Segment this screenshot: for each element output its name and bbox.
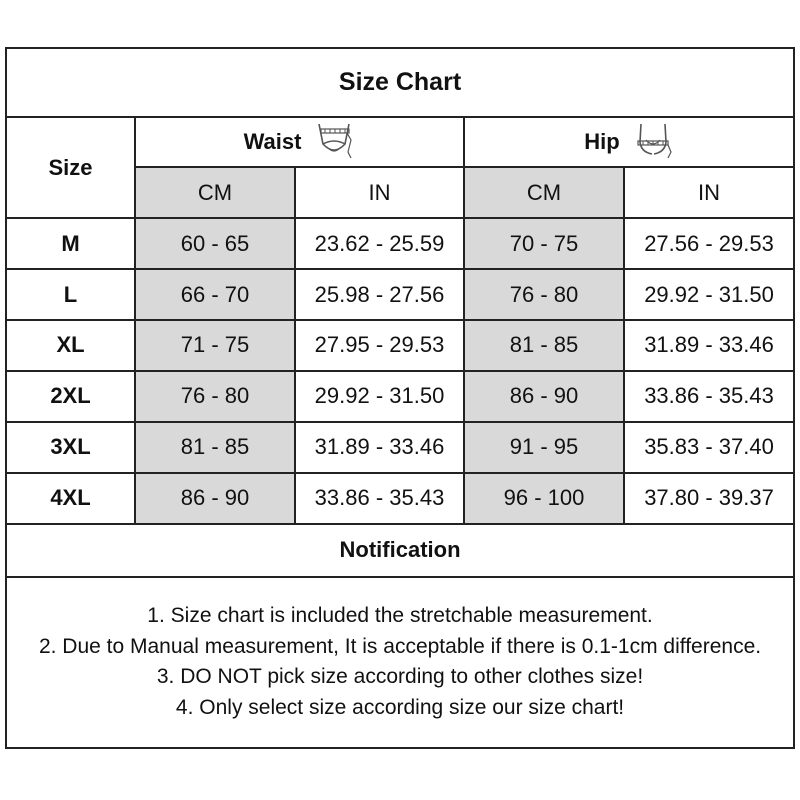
waist-cm-cell: 71 - 75 bbox=[135, 320, 295, 371]
waist-in-cell: 27.95 - 29.53 bbox=[295, 320, 464, 371]
hip-cm-cell: 96 - 100 bbox=[464, 473, 624, 524]
hip-cm-header: CM bbox=[464, 167, 624, 218]
waist-cm-cell: 60 - 65 bbox=[135, 218, 295, 269]
table-row bbox=[6, 422, 794, 473]
table-row bbox=[6, 218, 794, 269]
waist-in-cell: 29.92 - 31.50 bbox=[295, 371, 464, 422]
waist-cm-header: CM bbox=[135, 167, 295, 218]
size-cell: L bbox=[6, 269, 135, 320]
size-cell: 3XL bbox=[6, 422, 135, 473]
hip-cm-cell: 86 - 90 bbox=[464, 371, 624, 422]
notification-title: Notification bbox=[6, 524, 794, 577]
waist-cm-cell: 76 - 80 bbox=[135, 371, 295, 422]
size-cell: 4XL bbox=[6, 473, 135, 524]
hip-in-header: IN bbox=[624, 167, 794, 218]
size-chart-table bbox=[5, 47, 795, 749]
size-cell: 2XL bbox=[6, 371, 135, 422]
hip-measure-icon bbox=[632, 122, 674, 162]
waist-cm-cell: 86 - 90 bbox=[135, 473, 295, 524]
note-item: 3. DO NOT pick size according to other clothes size! bbox=[156, 665, 644, 689]
waist-in-cell: 33.86 - 35.43 bbox=[295, 473, 464, 524]
size-cell: M bbox=[6, 218, 135, 269]
waist-group-header bbox=[135, 117, 464, 167]
waist-in-cell: 25.98 - 27.56 bbox=[295, 269, 464, 320]
waist-cm-cell: 66 - 70 bbox=[135, 269, 295, 320]
table-row bbox=[6, 320, 794, 371]
note-item: 2. Due to Manual measurement, It is acceptable if there is 0.1-1cm difference. bbox=[38, 634, 762, 658]
waist-measure-icon bbox=[313, 122, 355, 162]
hip-group-header bbox=[464, 117, 794, 167]
waist-cm-cell: 81 - 85 bbox=[135, 422, 295, 473]
hip-in-cell: 37.80 - 39.37 bbox=[624, 473, 794, 524]
hip-in-cell: 33.86 - 35.43 bbox=[624, 371, 794, 422]
notification-notes bbox=[6, 577, 794, 748]
hip-in-cell: 29.92 - 31.50 bbox=[624, 269, 794, 320]
chart-title: Size Chart bbox=[6, 48, 794, 117]
hip-in-cell: 27.56 - 29.53 bbox=[624, 218, 794, 269]
note-item: 4. Only select size according size our size chart! bbox=[175, 695, 625, 719]
hip-cm-cell: 81 - 85 bbox=[464, 320, 624, 371]
table-row bbox=[6, 473, 794, 524]
waist-in-cell: 23.62 - 25.59 bbox=[295, 218, 464, 269]
size-cell: XL bbox=[6, 320, 135, 371]
hip-label: Hip bbox=[584, 129, 620, 155]
hip-cm-cell: 91 - 95 bbox=[464, 422, 624, 473]
waist-in-cell: 31.89 - 33.46 bbox=[295, 422, 464, 473]
waist-in-header: IN bbox=[295, 167, 464, 218]
hip-cm-cell: 70 - 75 bbox=[464, 218, 624, 269]
size-column-header: Size bbox=[6, 117, 135, 218]
waist-label: Waist bbox=[243, 129, 302, 155]
table-row bbox=[6, 269, 794, 320]
note-item: 1. Size chart is included the stretchable measurement. bbox=[147, 604, 653, 628]
table-row bbox=[6, 371, 794, 422]
hip-in-cell: 35.83 - 37.40 bbox=[624, 422, 794, 473]
hip-in-cell: 31.89 - 33.46 bbox=[624, 320, 794, 371]
hip-cm-cell: 76 - 80 bbox=[464, 269, 624, 320]
